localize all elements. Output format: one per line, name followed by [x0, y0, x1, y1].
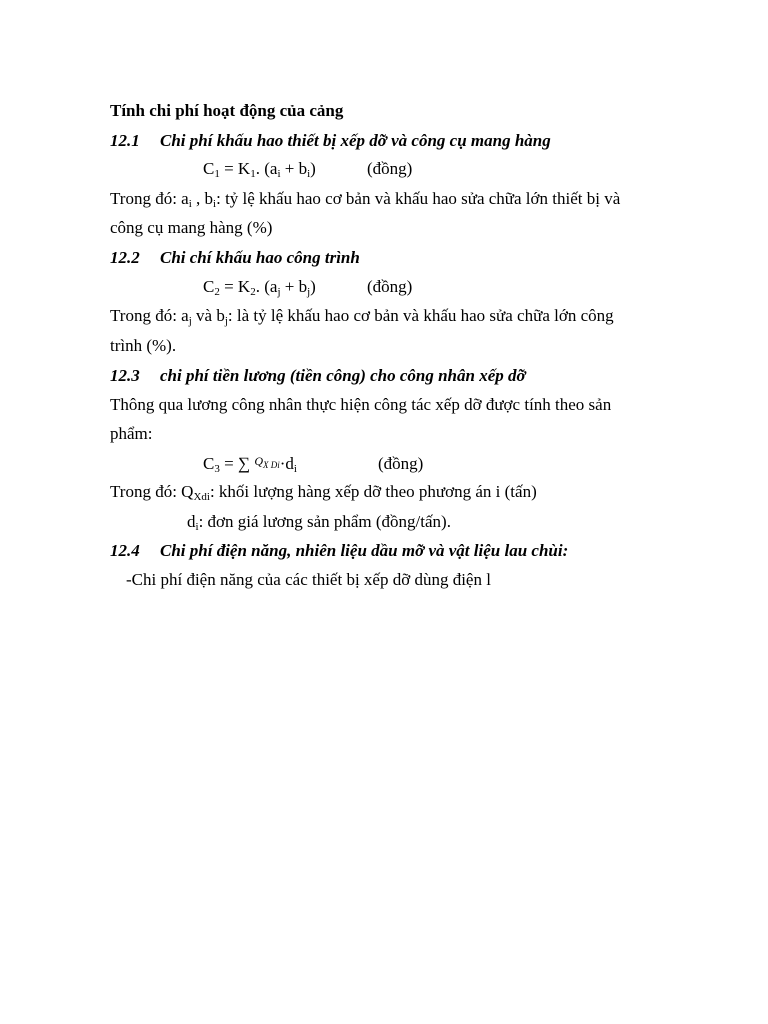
section-title: Chi chí khấu hao công trình	[160, 248, 360, 267]
section-number: 12.2	[110, 248, 140, 267]
section-title: Chi phí khấu hao thiết bị xếp dỡ và công cụ mang hàng	[160, 131, 551, 150]
section-heading-12-1	[110, 131, 551, 151]
section-heading-12-4	[110, 541, 568, 561]
definition-line: Trong đó: $a_i$ , $b_i$: tỷ lệ khấu hao cơ bản và khấu hao sửa chữa lớn thiết bị và	[110, 189, 621, 210]
section-number: 12.1	[110, 131, 140, 150]
formula-unit: (đồng)	[367, 277, 413, 296]
section-number: 12.3	[110, 366, 140, 385]
formula-c2: $C_2 = K_2$. $(a_j + b_j)$ (đồng)	[203, 277, 413, 298]
document-title: Tính chi phí hoạt động của cảng	[110, 101, 344, 120]
formula-c3: $C_3$ = ∑ $^{Q_{X Di}}\cdot d_i$ (đồng)	[203, 454, 424, 475]
paragraph-cont: phẩm:	[110, 424, 153, 443]
paragraph: Thông qua lương công nhân thực hiện công tác xếp dỡ được tính theo sản	[110, 395, 612, 414]
formula-unit: (đồng)	[378, 454, 424, 473]
definition-line-cont: công cụ mang hàng (%)	[110, 218, 273, 237]
definition-line: Trong đó: $Q_{Xdi}$: khối lượng hàng xếp dỡ theo phương án i (tấn)	[110, 482, 537, 503]
definition-line: $d_i$: đơn giá lương sản phẩm (đồng/tấn).	[187, 512, 451, 533]
paragraph: -Chi phí điện năng của các thiết bị xếp dỡ dùng điện l	[126, 570, 491, 589]
section-heading-12-2	[110, 248, 360, 268]
formula-unit: (đồng)	[367, 159, 413, 178]
formula-c1: $C_1 = K_1$. $(a_i + b_i)$ (đồng)	[203, 159, 413, 180]
section-heading-12-3	[110, 366, 526, 386]
section-title: Chi phí điện năng, nhiên liệu dầu mỡ và vật liệu lau chùi:	[160, 541, 569, 560]
section-number: 12.4	[110, 541, 140, 560]
definition-line-cont: trình (%).	[110, 336, 177, 355]
section-title: chi phí tiền lương (tiền công) cho công nhân xếp dỡ	[160, 366, 526, 385]
definition-line: Trong đó: $a_j$ và $b_j$: là tỷ lệ khấu hao cơ bản và khấu hao sửa chữa lớn công	[110, 306, 614, 327]
